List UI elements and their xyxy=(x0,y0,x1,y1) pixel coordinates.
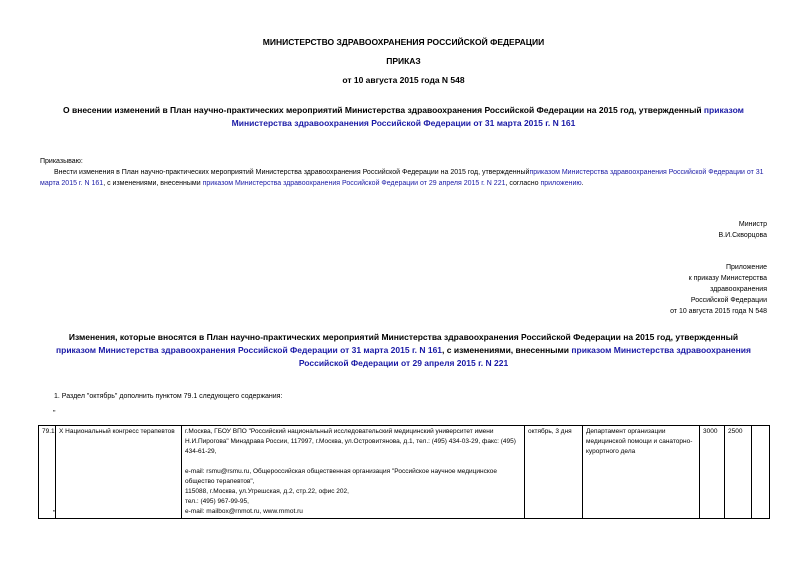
order-text-part: . xyxy=(581,180,584,187)
changes-link-221-date[interactable]: Российской Федерации от 29 апреля 2015 г. N 221 xyxy=(298,358,509,368)
cell-participants: 3000 xyxy=(700,426,725,519)
changes-title xyxy=(30,331,777,370)
ministry-heading: МИНИСТЕРСТВО ЗДРАВООХРАНЕНИЯ РОССИЙСКОЙ ФЕДЕРАЦИИ xyxy=(262,37,545,47)
changes-link-221[interactable]: приказом Министерства здравоохранения xyxy=(571,345,751,355)
appendix-line: от 10 августа 2015 года N 548 xyxy=(670,308,767,315)
order-text-part: , с изменениями, внесенными xyxy=(103,180,203,187)
doc-type-heading: ПРИКАЗ xyxy=(386,56,421,66)
organizer-line: тел.: (495) 967-99-95, xyxy=(185,498,249,505)
title-link-ministry[interactable]: Министерства здравоохранения Российской Федерации от 31 марта 2015 г. N 161 xyxy=(231,118,576,128)
signature-position: Министр xyxy=(738,221,767,228)
appendix-line: Приложение xyxy=(725,264,767,271)
quote-mark-open: " xyxy=(53,410,56,417)
order-link-221[interactable]: приказом Министерства здравоохранения Российской Федерации от 29 апреля 2015 г. N 221 xyxy=(202,180,506,187)
organizer-line: 115088, г.Москва, ул.Угрешская, д.2, стр.22, офис 202, xyxy=(185,488,349,495)
quote-mark-close: " xyxy=(53,510,56,517)
appendix-line: здравоохранения xyxy=(710,286,767,293)
changes-title-text: , с изменениями, внесенными xyxy=(442,345,572,355)
cell-participants-2: 2500 xyxy=(725,426,752,519)
table-row xyxy=(39,426,770,519)
appendix-link[interactable]: приложению xyxy=(540,180,582,187)
order-text xyxy=(40,167,770,189)
order-date-number: от 10 августа 2015 года N 548 xyxy=(342,75,465,85)
changes-link-161[interactable]: приказом Министерства здравоохранения Российской Федерации от 31 марта 2015 г. N 161 xyxy=(56,345,443,355)
appendix-line: Российской Федерации xyxy=(690,297,767,304)
plan-table xyxy=(38,425,770,519)
cell-department: Департамент организации медицинской помощи и санаторно-курортного дела xyxy=(583,426,700,519)
order-title xyxy=(30,104,777,130)
cell-event: X Национальный конгресс терапевтов xyxy=(56,426,182,519)
changes-title-text: Изменения, которые вносятся в План научно-практических мероприятий Министерства здравоохранения Российской Федерации на 2015 год, утвержденный xyxy=(68,332,739,342)
organizer-line: г.Москва, ГБОУ ВПО "Российский национальный исследовательский медицинский университет имени Н.И.Пирогова" Минздрава России, 117997, г.Москва, ул.Островитянова, д.1, тел.: (495) 434-03-29, факс: (495) 434-61-29, xyxy=(185,428,516,455)
order-intro: Приказываю: xyxy=(40,158,83,165)
title-link-order[interactable]: приказом xyxy=(703,105,744,115)
cell-organizer xyxy=(182,426,525,519)
organizer-line: e-mail: mailbox@rnmot.ru, www.rnmot.ru xyxy=(185,508,303,515)
order-link-161-date[interactable]: от 31 марта 2015 г. N 161 xyxy=(40,169,764,187)
signature-name: В.И.Скворцова xyxy=(718,232,767,239)
title-text: О внесении изменений в План научно-практических мероприятий Министерства здравоохранения Российской Федерации на 2015 год, утвержденный xyxy=(63,105,704,115)
order-text-part: Внести изменения в План научно-практических мероприятий Министерства здравоохранения Российской Федерации на 2015 год, утвержденный xyxy=(54,169,530,176)
item-1-text: 1. Раздел "октябрь" дополнить пунктом 79.1 следующего содержания: xyxy=(54,393,283,400)
organizer-line: e-mail: rsmu@rsmu.ru, Общероссийская общественная организация "Российское научное медицинское общество терапевтов", xyxy=(185,468,498,485)
cell-empty xyxy=(752,426,770,519)
appendix-line: к приказу Министерства xyxy=(688,275,767,282)
cell-number: 79.1. xyxy=(39,426,56,519)
cell-date: октябрь, 3 дня xyxy=(525,426,583,519)
order-link-161[interactable]: приказом Министерства здравоохранения Российской Федерации xyxy=(529,169,745,176)
order-text-part: , согласно xyxy=(505,180,541,187)
